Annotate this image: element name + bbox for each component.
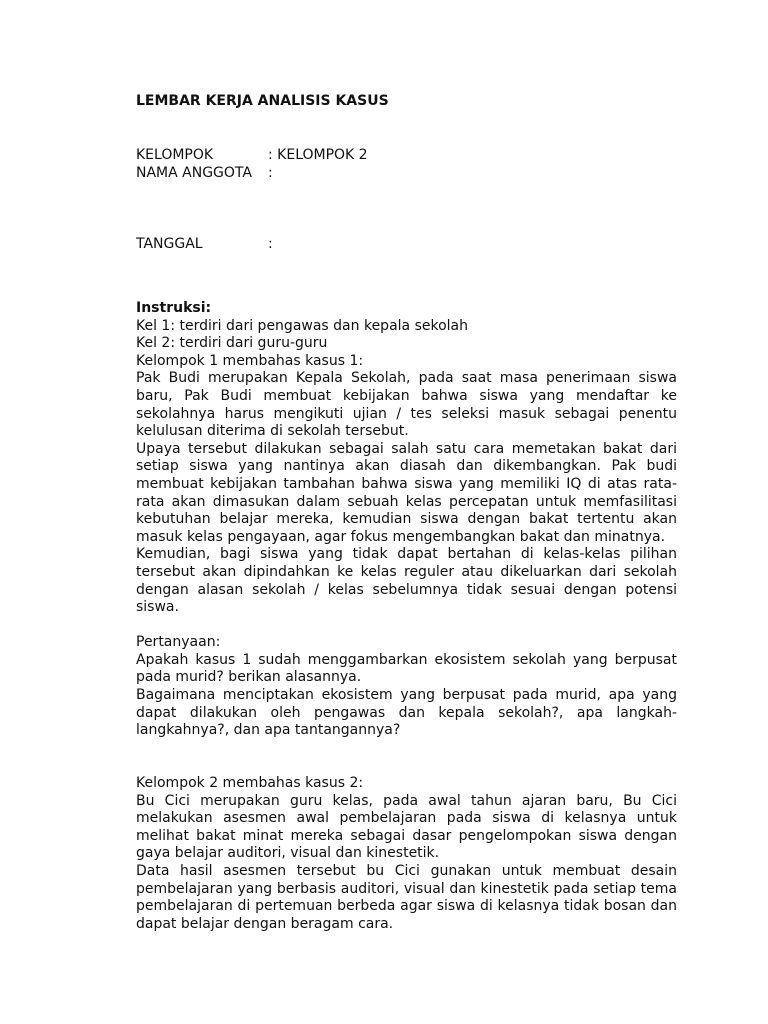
kasus2-paragraph-2: Data hasil asesmen tersebut bu Cici gunakan untuk membuat desain pembelajaran yang berbasis auditori, visual dan kinestetik pada setiap tema pembelajaran di pertemuan berbeda agar siswa di kelasnya tidak bosan dan dapat belajar dengan beragam cara. [136, 863, 677, 932]
tanggal-value: : [268, 236, 273, 252]
nama-anggota-label: NAMA ANGGOTA [136, 164, 252, 181]
tanggal-info [136, 236, 677, 254]
spacer [136, 740, 677, 775]
kasus1-paragraph-1: Pak Budi merupakan Kepala Sekolah, pada saat masa penerimaan siswa baru, Pak Budi membuat kebijakan bahwa siswa yang mendaftar ke sekolahnya harus mengikuti ujian / tes seleksi masuk sebagai penentu kelulusan diterima di sekolah tersebut. [136, 370, 677, 440]
kasus2-heading: Kelompok 2 membahas kasus 2: [136, 775, 364, 792]
kelompok-value: : KELOMPOK 2 [268, 147, 368, 163]
kasus1-paragraph-2: Upaya tersebut dilakukan sebagai salah satu cara memetakan bakat dari setiap siswa yang nantinya akan diasah dan dikembangkan. Pak budi membuat kebijakan tambahan bahwa siswa yang memiliki IQ di atas rata-rata akan dimasukan dalam sebuah kelas percepatan untuk memfasilitasi kebutuhan belajar mereka, kemudian siswa dengan bakat tertentu akan masuk kelas pengayaan, agar fokus mengembangkan bakat dan minatnya. [136, 440, 677, 545]
nama-anggota-row [136, 165, 677, 183]
document-title: LEMBAR KERJA ANALISIS KASUS [136, 93, 389, 109]
group-info [136, 147, 677, 182]
kel2-text: Kel 2: terdiri dari guru-guru [136, 335, 328, 352]
nama-anggota-value: : [268, 164, 273, 181]
tanggal-label: TANGGAL [136, 236, 203, 252]
kasus2-paragraph-1: Bu Cici merupakan guru kelas, pada awal tahun ajaran baru, Bu Cici melakukan asesmen awal pembelajaran pada siswa di kelasnya untuk melihat bakat minat mereka sebagai dasar pengelompokan siswa dengan gaya belajar auditori, visual dan kinestetik. [136, 792, 677, 862]
kel1-text: Kel 1: terdiri dari pengawas dan kepala sekolah [136, 317, 468, 334]
pertanyaan-heading: Pertanyaan: [136, 634, 221, 651]
instruksi-heading: Instruksi: [136, 300, 212, 316]
tanggal-row [136, 236, 677, 254]
spacer [136, 617, 677, 635]
kasus1-heading: Kelompok 1 membahas kasus 1: [136, 352, 364, 369]
pertanyaan-2: Bagaimana menciptakan ekosistem yang berpusat pada murid, apa yang dapat dilakukan oleh pengawas dan kepala sekolah?, apa langkah-langkahnya?, dan apa tantangannya? [136, 687, 677, 739]
kelompok-row [136, 147, 677, 165]
instruction-section [136, 300, 677, 933]
kelompok-label: KELOMPOK [136, 147, 214, 163]
pertanyaan-1: Apakah kasus 1 sudah menggambarkan ekosistem sekolah yang berpusat pada murid? berikan alasannya. [136, 651, 677, 686]
kasus1-paragraph-3: Kemudian, bagi siswa yang tidak dapat bertahan di kelas-kelas pilihan tersebut akan dipindahkan ke kelas reguler atau dikeluarkan dari sekolah dengan alasan sekolah / kelas sebelumnya tidak sesuai dengan potensi siswa. [136, 546, 677, 616]
